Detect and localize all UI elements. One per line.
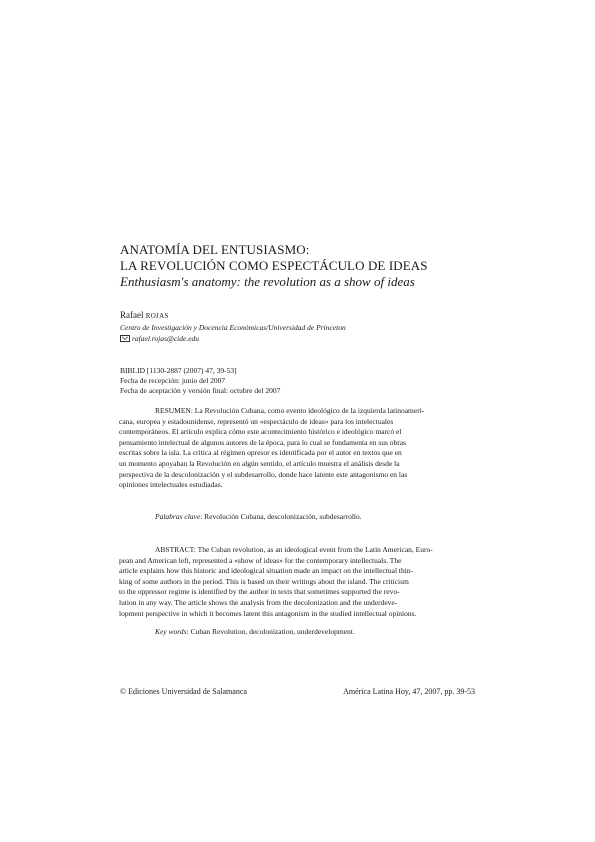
abstract-line: ABSTRACT: The Cuban revolution, as an ideological event from the Latin American, Euro- [155,545,433,554]
abstract-line: king of some authors in the period. This is based on their writings about the island. The criticism [119,576,409,586]
palabras-clave-text: : Revolución Cubana, descolonización, subdesarrollo. [200,512,362,521]
resumen-line: contemporáneos. El artículo explica cómo este acontecimiento histórico e ideológico marcó el [119,427,402,437]
resumen-line: opiniones intelectuales estudiadas. [119,480,223,490]
received-date: Fecha de recepción: junio del 2007 [120,376,226,385]
key-words-text: : Cuban Revolution, decolonization, underdevelopment. [186,627,355,636]
author-first-name: Rafael [120,310,144,320]
resumen-line: un momento apoyaban la Revolución en algún sentido, el artículo muestra el análisis desde la [119,458,400,468]
palabras-clave [155,512,362,521]
palabras-clave-label: Palabras clave [155,512,201,521]
abstract-line: to the oppressor regime is identified by the author in texts that sometimes supported the revo- [119,587,400,597]
key-words [155,627,355,636]
author-email-line [120,334,199,344]
resumen-line: cana, europea y estadounidense, representó un «espectáculo de ideas» para los intelectuales [119,416,394,426]
abstract-paragraph [119,545,474,619]
abstract-line: lopment perspective in which it becomes latent this antagonism in the studied intellectual opinions. [119,608,417,618]
author-email[interactable]: rafael.rojas@cide.edu [132,334,200,343]
envelope-icon [120,335,130,342]
abstract-line: article explains how this historic and ideological situation made an impact on the intellectual thin- [119,566,414,576]
accepted-date: Fecha de aceptación y versión final: octubre del 2007 [120,386,281,395]
footer-publisher: © Ediciones Universidad de Salamanca [120,687,247,696]
author-affiliation: Centro de Investigación y Docencia Económicas/Universidad de Princeton [120,323,346,332]
resumen-line: pensamiento intelectual de algunos autores de la época, para lo cual se fundamenta en sus obras [119,437,406,447]
author-name [120,310,169,320]
resumen-line: perspectiva de la descolonización y el subdesarrollo, donde hace latente este antagonismo en las [119,469,408,479]
article-title-line1: ANATOMÍA DEL ENTUSIASMO: [120,242,310,257]
resumen-line: RESUMEN: La Revolución Cubana, como evento ideológico de la izquierda latinoameri- [155,406,425,415]
footer-citation: América Latina Hoy, 47, 2007, pp. 39-53 [343,687,475,696]
article-title-english: Enthusiasm's anatomy: the revolution as a show of ideas [120,274,415,289]
resumen-paragraph [119,406,474,491]
abstract-line: lution in any way. The article shows the analysis from the decolonization and the underdeve- [119,597,398,607]
resumen-line: escritas sobre la isla. La crítica al régimen opresor es identificada por el autor en textos que en [119,448,402,458]
abstract-line: pean and American left, represented a «show of ideas» for the contemporary intellectuals. The [119,555,402,565]
key-words-label: Key words [155,627,187,636]
biblid: BIBLID [1130-2887 (2007) 47, 39-53] [120,366,237,375]
article-title-line2: LA REVOLUCIÓN COMO ESPECTÁCULO DE IDEAS [120,258,428,273]
author-last-name: ROJAS [145,312,169,320]
